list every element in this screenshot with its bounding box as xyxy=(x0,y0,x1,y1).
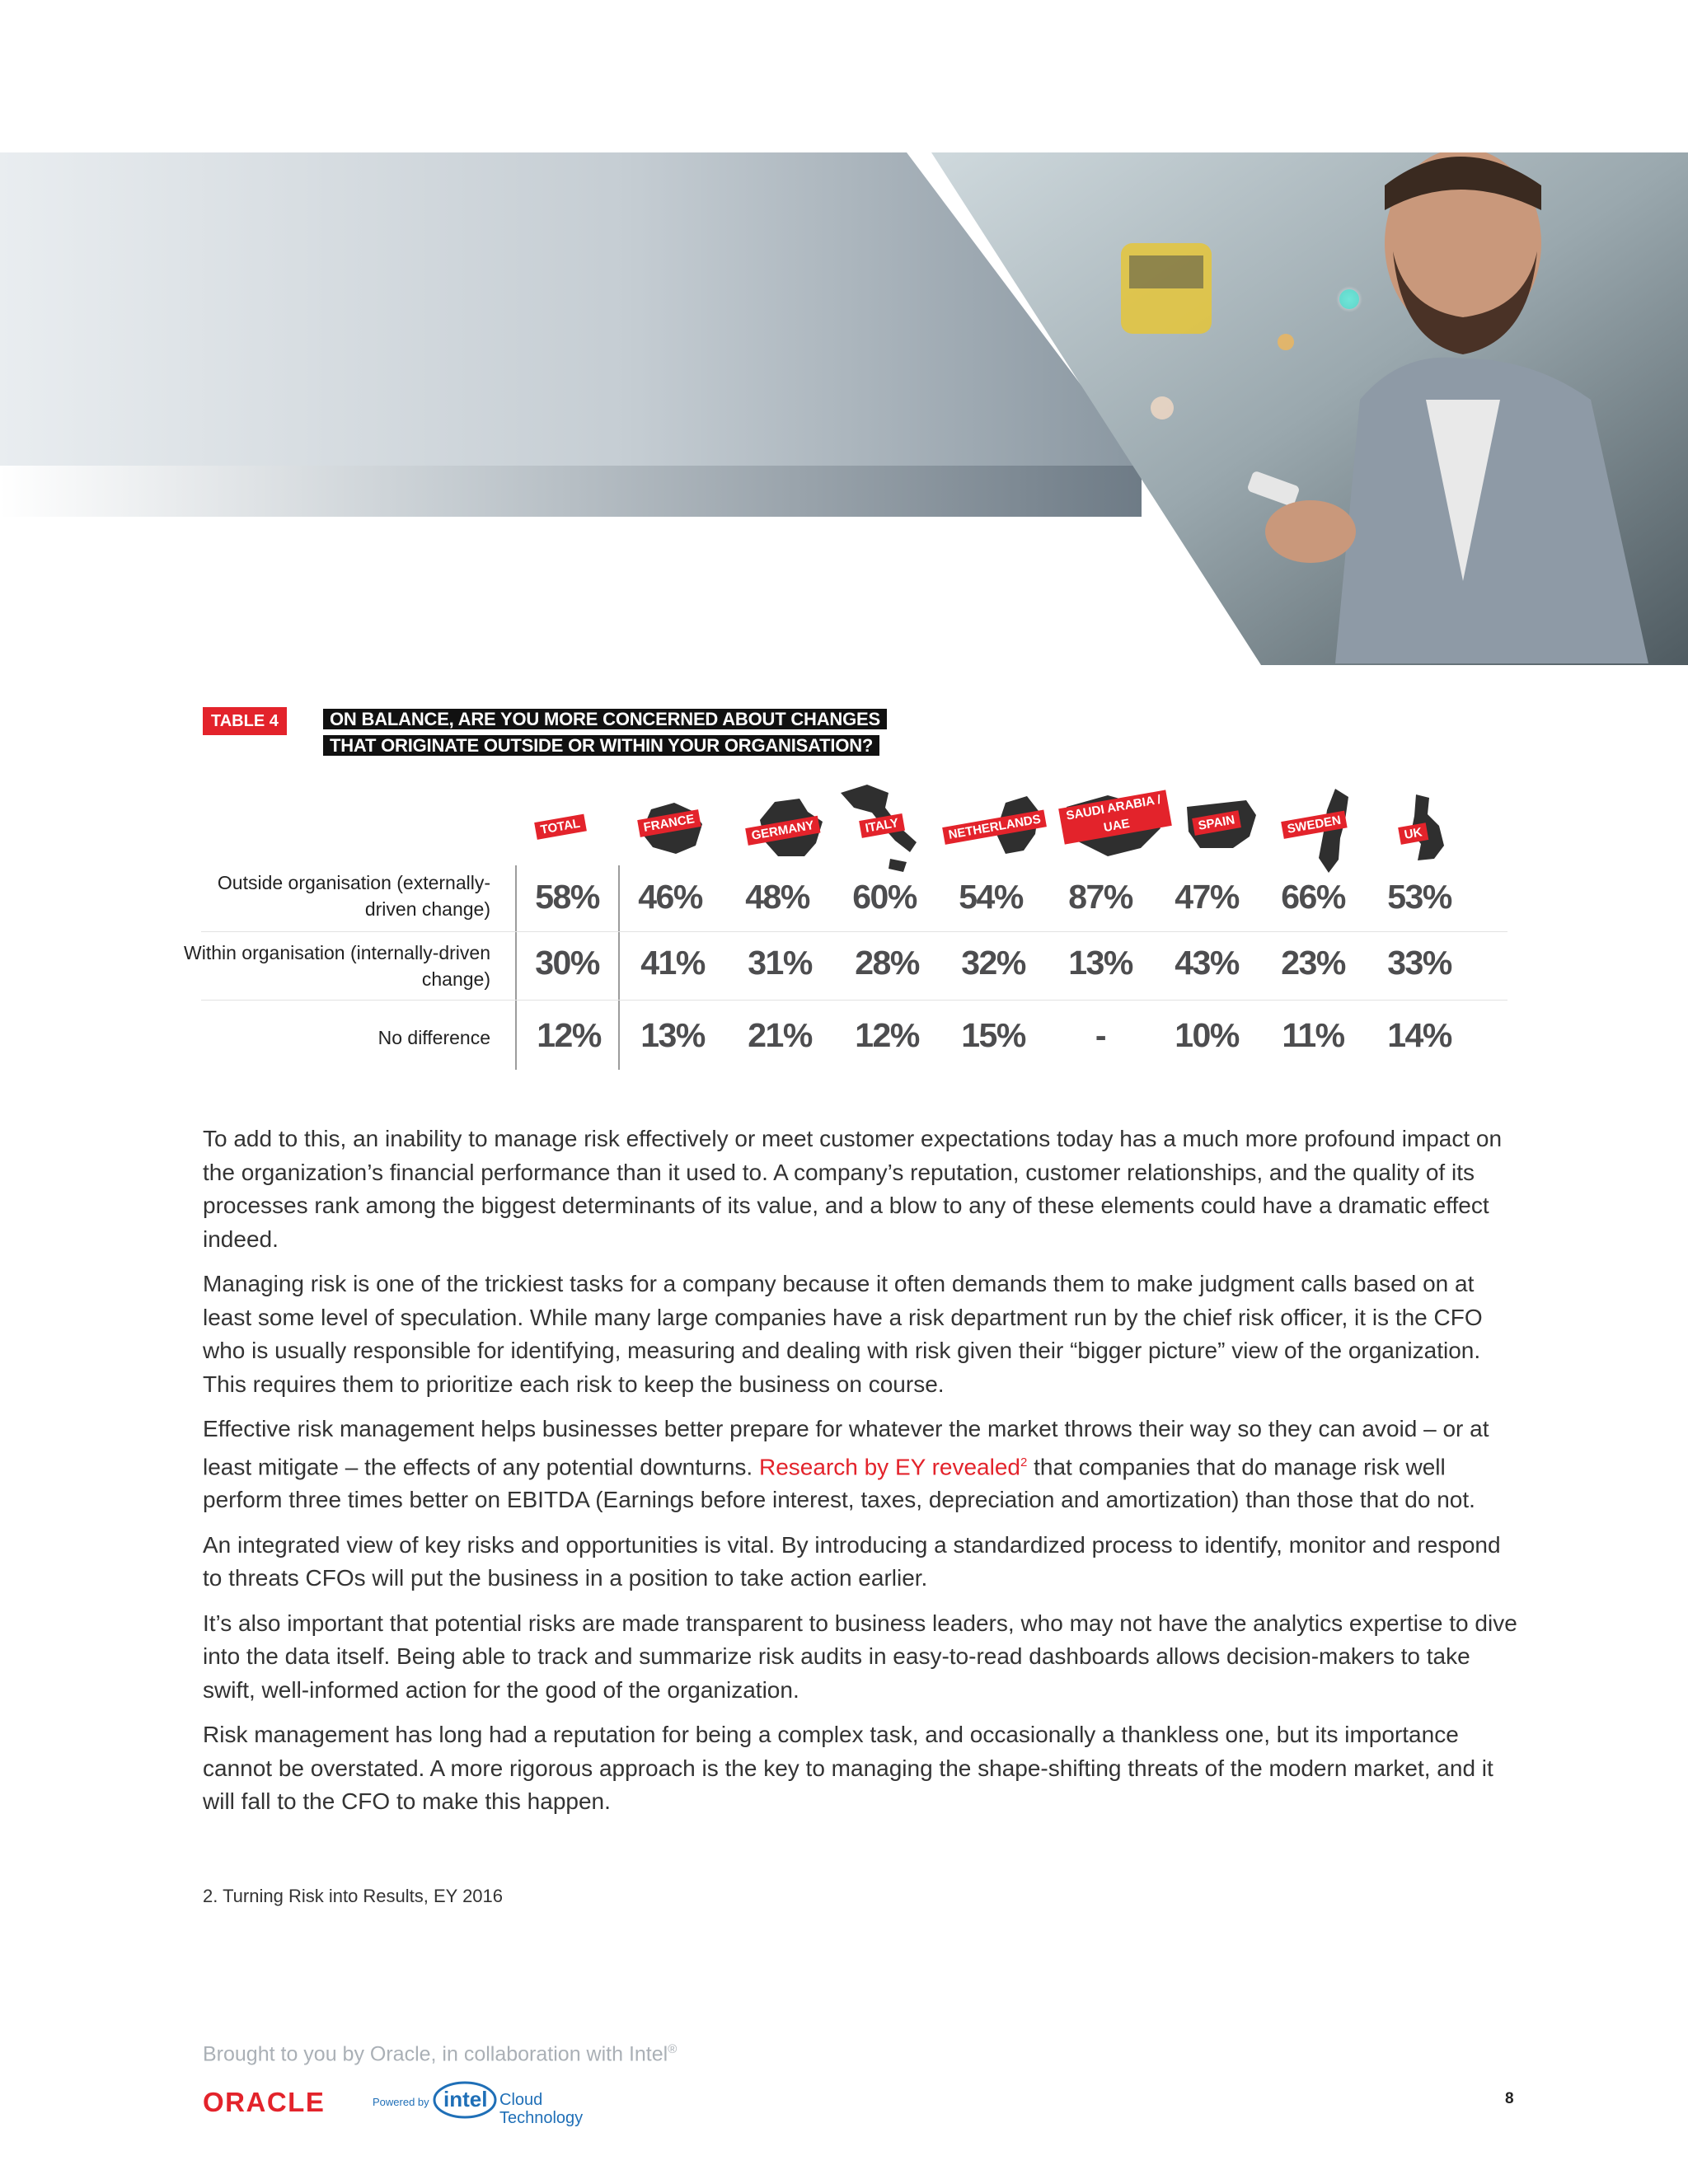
paragraph-text: Effective risk management helps businesses better prepare for whatever the market throws their way so they can avoid – or at least mitigate – the effects of any potential downturns. xyxy=(203,1416,1489,1479)
intel-logo xyxy=(432,2079,498,2125)
table-cell: 33% xyxy=(1387,944,1451,982)
table-cell: 60% xyxy=(852,878,917,916)
oracle-logo: ORACLE xyxy=(203,2087,326,2117)
row-label: Within organisation (internally-driven change) xyxy=(184,942,490,990)
country-label: SWEDEN xyxy=(1281,811,1347,839)
row-separator xyxy=(201,1000,1507,1001)
intel-logo-text: intel xyxy=(443,2087,488,2111)
table-cell: 58% xyxy=(535,878,599,916)
hero-image xyxy=(0,152,1688,665)
paragraph: An integrated view of key risks and opportunities is vital. By introducing a standardized process to identify, monitor and respond to threats CFOs will put the business in a position to take action earlier. xyxy=(203,1531,1501,1591)
table-tag: TABLE 4 xyxy=(203,707,287,735)
registered-mark: ® xyxy=(668,2042,678,2056)
row-label: Outside organisation (externally-driven change) xyxy=(217,872,490,920)
table-cell: 12% xyxy=(855,1016,919,1054)
table-cell: 31% xyxy=(748,944,812,982)
table-cell: 21% xyxy=(748,1016,812,1054)
country-label: FRANCE xyxy=(637,809,701,837)
table-divider xyxy=(618,865,620,1070)
table-cell: 30% xyxy=(535,944,599,982)
table-cell: 53% xyxy=(1387,878,1451,916)
paragraph-text: that companies that do manage risk well perform three times better on EBITDA (Earnings before interest, taxes, depreciation and amortization) than those that do not. xyxy=(203,1453,1475,1513)
table-cell: 28% xyxy=(855,944,919,982)
table-cell: 12% xyxy=(537,1016,601,1054)
table-cell: 87% xyxy=(1068,878,1132,916)
table-cell: 54% xyxy=(959,878,1023,916)
table-cell: 43% xyxy=(1175,944,1239,982)
footnote-ref: 2 xyxy=(1020,1455,1028,1469)
country-label: ITALY xyxy=(859,813,905,838)
table-cell: 10% xyxy=(1175,1016,1239,1054)
table-divider xyxy=(515,865,517,1070)
paragraph: Managing risk is one of the trickiest tasks for a company because it often demands them to make judgment calls based on at least some level of speculation. While many large companies have a risk department run by the chief risk officer, it is the CFO who is usually responsible for identifying, measuring and dealing with risk given their “bigger picture” view of the organization. This requires them to prioritize each risk to keep the business on course. xyxy=(203,1271,1483,1397)
table-cell: 23% xyxy=(1281,944,1345,982)
paragraph: It’s also important that potential risks are made transparent to business leaders, who may not have the analytics expertise to dive into the data itself. Being able to track and summarize risk audits in easy-to-read dashboards allows decision-makers to take swift, well-informed action for the good of the organization. xyxy=(203,1610,1517,1703)
hero-banner xyxy=(0,152,1688,665)
footnote: 2. Turning Risk into Results, EY 2016 xyxy=(203,1886,504,1906)
table-cell: 13% xyxy=(640,1016,705,1054)
cloud-line: Cloud xyxy=(499,2091,543,2109)
country-label: NETHERLANDS xyxy=(942,809,1047,844)
table-cell: 66% xyxy=(1281,878,1345,916)
table-cell: 47% xyxy=(1175,878,1239,916)
row-separator xyxy=(201,931,1507,932)
paragraph: To add to this, an inability to manage risk effectively or meet customer expectations today has a much more profound impact on the organization’s financial performance than it used to. A company’s reputation, customer relationships, and the quality of its processes rank among the biggest determinants of its value, and a blow to any of these elements could have a dramatic effect indeed. xyxy=(203,1126,1503,1252)
country-label: TOTAL xyxy=(534,814,586,840)
table-question xyxy=(323,706,892,759)
technology-line: Technology xyxy=(499,2109,584,2127)
country-label: SAUDI ARABIA / UAE xyxy=(1058,790,1172,844)
table-cell: 11% xyxy=(1282,1016,1344,1054)
brought-by-text xyxy=(203,2042,677,2066)
table-question-text: ON BALANCE, ARE YOU MORE CONCERNED ABOUT CHANGES THAT ORIGINATE OUTSIDE OR WITHIN YOUR ORGANISATION? xyxy=(323,709,887,756)
table-cell: 32% xyxy=(961,944,1025,982)
table-cell: 15% xyxy=(961,1016,1025,1054)
article-body xyxy=(203,1122,1522,1830)
table-cell: 13% xyxy=(1068,944,1132,982)
brought-by-label: Brought to you by Oracle, in collaboration with Intel xyxy=(203,2042,668,2066)
table-cell: 14% xyxy=(1387,1016,1451,1054)
table-cell: - xyxy=(1095,1016,1106,1054)
table-cell: 46% xyxy=(638,878,702,916)
cloud-technology-text xyxy=(499,2091,583,2127)
powered-by-text: Powered by xyxy=(373,2096,429,2108)
table-cell: 41% xyxy=(640,944,705,982)
country-label: SPAIN xyxy=(1192,810,1241,836)
country-label: GERMANY xyxy=(745,816,820,846)
row-label: No difference xyxy=(377,1027,490,1048)
table-cell: 48% xyxy=(745,878,809,916)
country-label: UK xyxy=(1398,823,1428,845)
ey-research-link[interactable]: Research by EY revealed xyxy=(759,1453,1020,1479)
paragraph: Risk management has long had a reputation for being a complex task, and occasionally a thankless one, but its importance cannot be overstated. A more rigorous approach is the key to managing the shape-shifting threats of the modern market, and it will fall to the CFO to make this happen. xyxy=(203,1722,1493,1815)
page-number: 8 xyxy=(1505,2090,1514,2107)
paragraph xyxy=(203,1413,1522,1517)
